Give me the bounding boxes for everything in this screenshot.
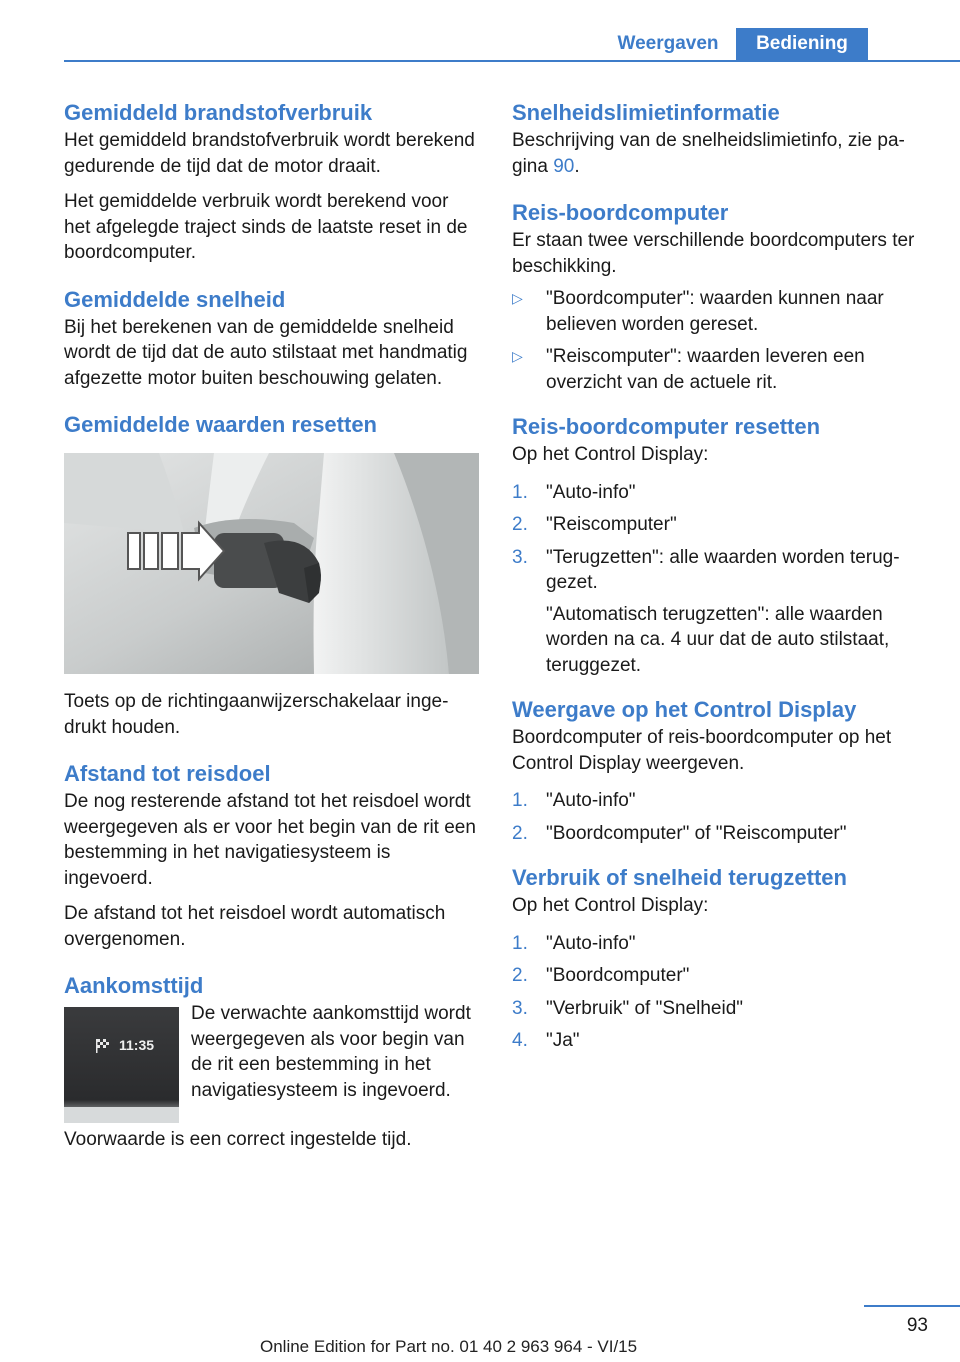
- tab-weergaven[interactable]: Weergaven: [600, 28, 736, 60]
- list-item: 1. "Auto-info": [512, 932, 636, 954]
- paragraph: Boordcomputer of reis-boordcomputer op het Control Display weergeven.: [512, 727, 892, 774]
- arrival-time-display-image: [64, 1007, 179, 1123]
- heading-reis-boordcomputer: Reis-boordcomputer: [512, 200, 729, 225]
- triangle-bullet-icon: ▷: [512, 348, 523, 364]
- paragraph: Voorwaarde is een correct ingestelde tijd.: [64, 1129, 412, 1150]
- steps-list: [512, 931, 928, 1054]
- paragraph: Bij het berekenen van de gemiddelde snelheid wordt de tijd dat de auto stilstaat met handmatig afgezette motor buiten beschouwing gelaten.: [64, 316, 468, 389]
- tab-bediening[interactable]: Bediening: [736, 28, 868, 60]
- right-column: [512, 98, 928, 1061]
- heading-verbruik-snelheid-terugzetten: Verbruik of snelheid terugzetten: [512, 865, 847, 890]
- heading-afstand-tot-reisdoel: Afstand tot reisdoel: [64, 761, 271, 786]
- heading-reis-boordcomputer-resetten: Reis-boordcomputer resetten: [512, 414, 821, 439]
- list-item: 3. "Terugzetten": alle waarden worden teruggezet. "Automatisch terugzetten": alle waarden worden na ca. 4 uur dat de auto stilstaat, teruggezet.: [512, 546, 900, 676]
- triangle-bullet-icon: ▷: [512, 290, 523, 306]
- left-column: [64, 98, 479, 1153]
- list-item: 1. "Auto-info": [512, 481, 636, 503]
- paragraph: Beschrijving van de snelheidslimietinfo, zie pagina 90.: [512, 130, 905, 177]
- page-link[interactable]: 90: [553, 155, 575, 177]
- heading-gemiddelde-snelheid: Gemiddelde snelheid: [64, 286, 286, 312]
- heading-aankomsttijd: Aankomsttijd: [64, 973, 204, 998]
- list-item: 2. "Reiscomputer": [512, 514, 677, 535]
- heading-gemiddeld-brandstofverbruik: Gemiddeld brandstofverbruik: [64, 100, 373, 125]
- step-note: "Automatisch terugzetten": alle waarden worden na ca. 4 uur dat de auto stilstaat, teruggezet.: [546, 603, 890, 676]
- list-item: 1. "Auto-info": [512, 790, 636, 811]
- heading-gemiddelde-waarden-resetten: Gemiddelde waarden resetten: [64, 412, 377, 437]
- paragraph: Het gemiddelde verbruik wordt berekend voor het afgelegde traject sinds de laatste reset in de boordcomputer.: [64, 191, 468, 263]
- list-item: 2. "Boordcomputer": [512, 965, 690, 986]
- list-item: ▷ "Reiscomputer": waarden leveren een overzicht van de actuele rit.: [512, 346, 865, 393]
- list-item: 4. "Ja": [512, 1030, 580, 1051]
- edition-footer: Online Edition for Part no. 01 40 2 963 964 - VI/15: [260, 1337, 638, 1356]
- bullet-list: [512, 286, 928, 395]
- paragraph: Het gemiddeld brandstofverbruik wordt berekend gedurende de tijd dat de motor draait.: [64, 130, 475, 177]
- page-number-rule: [864, 1305, 960, 1307]
- clock-time: 11:35: [119, 1037, 155, 1053]
- heading-weergave-control-display: Weergave op het Control Display: [512, 697, 857, 722]
- steps-list: [512, 480, 928, 679]
- list-item: 3. "Verbruik" of "Snelheid": [512, 997, 744, 1019]
- list-item: 2. "Boordcomputer" of "Reiscomputer": [512, 822, 847, 844]
- paragraph: Op het Control Display:: [512, 444, 709, 465]
- steps-list: [512, 788, 928, 846]
- arrival-time-block: [64, 1001, 479, 1123]
- image-caption: Toets op de richtingaanwijzerschakelaar ingedrukt houden.: [64, 691, 449, 738]
- turn-signal-lever-photo: [64, 453, 479, 674]
- paragraph: De verwachte aankomsttijd wordt weergegeven als voor begin van de rit een bestemming in het navigatiesysteem is ingevoerd.: [191, 1003, 471, 1101]
- paragraph: Er staan twee verschillende boordcomputers ter beschikking.: [512, 230, 915, 277]
- paragraph: De afstand tot het reisdoel wordt automatisch overgenomen.: [64, 903, 446, 950]
- header-rule: [64, 60, 960, 62]
- list-item: ▷ "Boordcomputer": waarden kunnen naar believen worden gereset.: [512, 288, 884, 335]
- paragraph: Op het Control Display:: [512, 895, 709, 916]
- page-number: 93: [906, 1315, 928, 1336]
- paragraph: De nog resterende afstand tot het reisdoel wordt weergegeven als er voor het begin van de rit een bestemming in het navigatiesysteem is ingevoerd.: [64, 791, 476, 889]
- heading-snelheidslimietinformatie: Snelheidslimietinformatie: [512, 100, 780, 125]
